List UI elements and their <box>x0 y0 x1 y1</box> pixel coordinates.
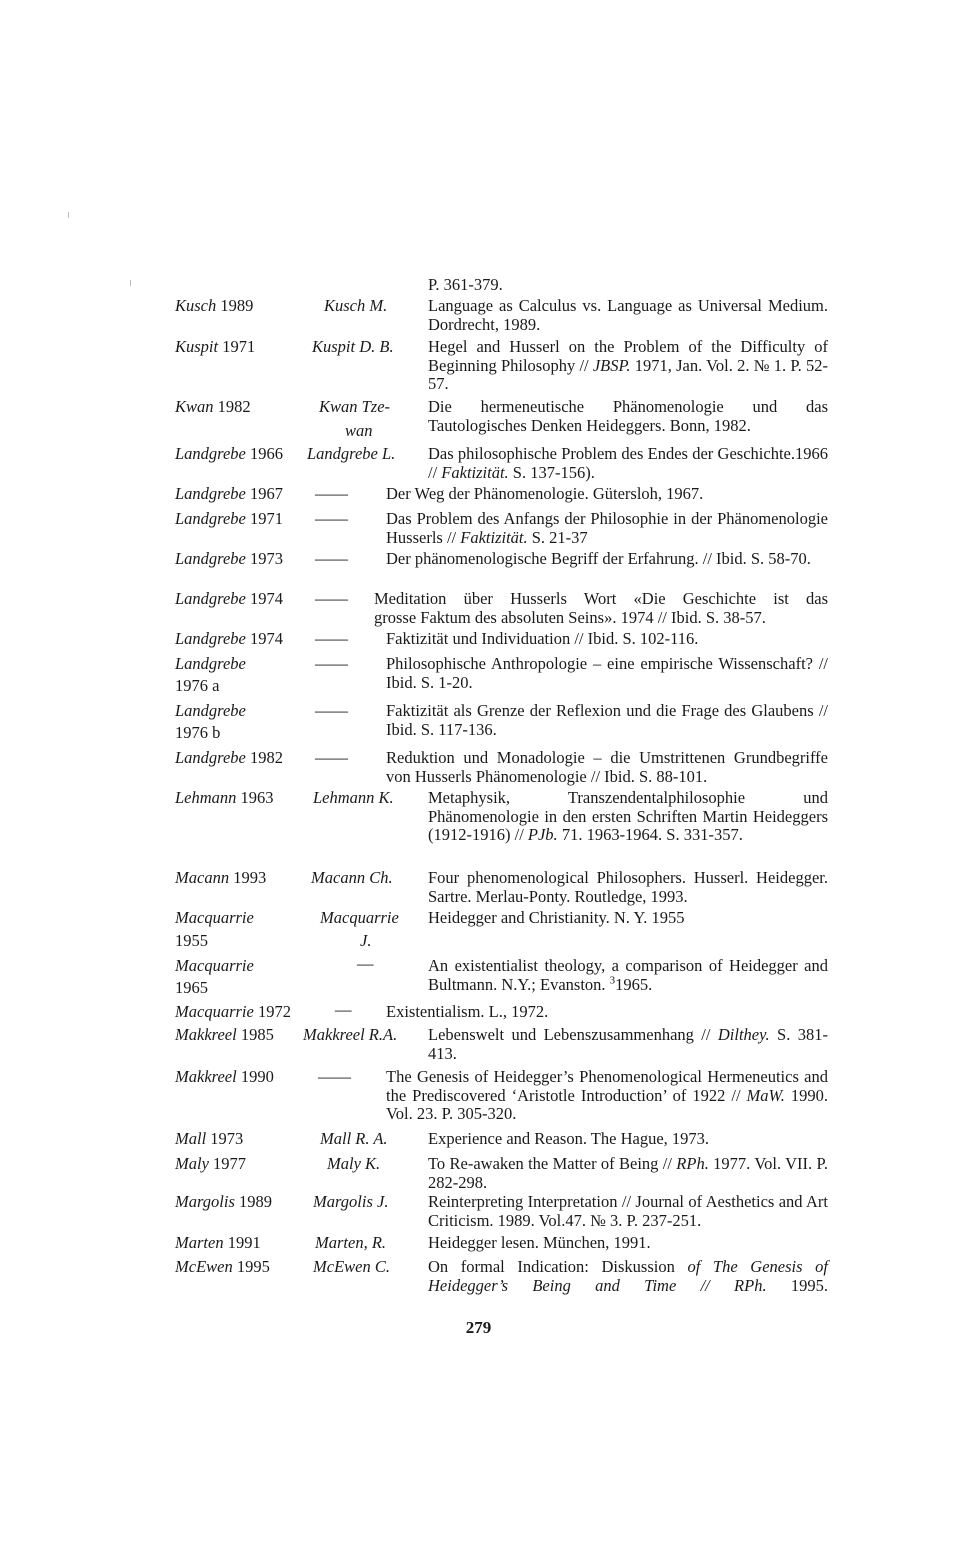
entry-text-cont: grosse Faktum des absoluten Seins». 1974 // Ibid. S. 38-57. <box>374 608 766 627</box>
ditto-dash: — <box>335 1000 352 1019</box>
entry-author: Macann Ch. <box>311 868 393 887</box>
entry-key: Kuspit 1971 <box>175 337 256 356</box>
entry-text: Existentialism. L., 1972. <box>386 1002 549 1021</box>
entry-text: Lebenswelt und Lebenszusammenhang // Dilthey. S. 381-413. <box>428 1025 828 1063</box>
ditto-dash: — <box>357 954 374 973</box>
entry-text: Four phenomenological Philosophers. Husserl. Heidegger. Sartre. Merlau-Ponty. Routledge, 1993. <box>428 868 828 906</box>
entry-text: Faktizität als Grenze der Reflexion und die Frage des Glaubens // Ibid. S. 117-136. <box>386 701 828 739</box>
ditto-dash: —— <box>315 549 348 568</box>
entry-key: Marten 1991 <box>175 1233 261 1252</box>
entry-key: Maly 1977 <box>175 1154 247 1173</box>
entry-key: Landgrebe 1966 <box>175 444 284 463</box>
entry-key: Macann 1993 <box>175 868 267 887</box>
entry-key: Landgrebe <box>175 701 246 720</box>
entry-key: Makkreel 1990 <box>175 1067 274 1086</box>
entry-author: Lehmann K. <box>313 788 394 807</box>
entry-author: Kusch M. <box>324 296 388 315</box>
scan-mark <box>130 280 131 286</box>
entry-text: Experience and Reason. The Hague, 1973. <box>428 1129 710 1148</box>
entry-key: Landgrebe <box>175 654 246 673</box>
ditto-dash: —— <box>318 1067 351 1086</box>
entry-author: Kuspit D. B. <box>312 337 394 356</box>
continuation-line: P. 361-379. <box>428 275 503 294</box>
entry-key: Lehmann 1963 <box>175 788 274 807</box>
entry-author: Marten, R. <box>315 1233 387 1252</box>
entry-key: Landgrebe 1967 <box>175 484 284 503</box>
entry-key: Landgrebe 1974 <box>175 589 284 608</box>
ditto-dash: —— <box>315 484 348 503</box>
page-number: 279 <box>465 1318 492 1337</box>
entry-key-year: 1976 b <box>175 723 221 742</box>
entry-text: Die hermeneutische Phänomenologie und das Tautologisches Denken Heideggers. Bonn, 1982. <box>428 397 828 435</box>
entry-key: Landgrebe 1974 <box>175 629 284 648</box>
entry-text: Language as Calculus vs. Language as Universal Medium. Dordrecht, 1989. <box>428 296 828 334</box>
ditto-dash: —— <box>315 701 348 720</box>
entry-text: Das philosophische Problem des Endes der Geschichte.1966 // Faktizität. S. 137-156). <box>428 444 828 482</box>
entry-key-year: 1955 <box>175 931 208 950</box>
entry-key: McEwen 1995 <box>175 1257 270 1276</box>
entry-text: An existentialist theology, a comparison of Heidegger and Bultmann. N.Y.; Evanston. $^3$1965. <box>428 956 828 994</box>
entry-author: Maly K. <box>327 1154 381 1173</box>
entry-author: Kwan Tze- <box>319 397 391 416</box>
entry-author: Landgrebe L. <box>307 444 396 463</box>
entry-author: Makkreel R.A. <box>303 1025 398 1044</box>
entry-text: On formal Indication: Diskussion of The Genesis of Heidegger’s Being and Time // RPh. 1995. <box>428 1257 829 1295</box>
entry-key: Macquarrie 1972 <box>175 1002 291 1021</box>
entry-key: Kwan 1982 <box>175 397 251 416</box>
entry-author: Margolis J. <box>313 1192 389 1211</box>
ditto-dash: —— <box>315 654 348 673</box>
entry-text: Hegel and Husserl on the Problem of the Difficulty of Beginning Philosophy // JBSP. 1971, Jan. Vol. 2. № 1. P. 52-57. <box>428 337 829 393</box>
entry-author: Mall R. A. <box>320 1129 388 1148</box>
ditto-dash: —— <box>315 748 348 767</box>
entry-text: Der phänomenologische Begriff der Erfahrung. // Ibid. S. 58-70. <box>386 549 811 568</box>
entry-key: Kusch 1989 <box>175 296 254 315</box>
entry-key: Macquarrie <box>175 908 254 927</box>
entry-text: Reduktion und Monadologie – die Umstrittenen Grundbegriffe von Husserls Phänomenologie // Ibid. S. 88-101. <box>386 748 828 786</box>
entry-key-year: 1976 a <box>175 676 220 695</box>
entry-key: Landgrebe 1971 <box>175 509 284 528</box>
entry-text: Meditation über Husserls Wort «Die Geschichte ist das <box>374 589 828 608</box>
entry-text: Philosophische Anthropologie – eine empirische Wissenschaft? // Ibid. S. 1-20. <box>386 654 828 692</box>
entry-author-cont: J. <box>360 931 372 950</box>
entry-text: Metaphysik, Transzendentalphilosophie und Phänomenologie in den ersten Schriften Martin Heideggers (1912-1916) // PJb. 71. 1963-1964. S. 331-357. <box>428 788 828 844</box>
entry-author: McEwen C. <box>313 1257 390 1276</box>
entry-text: Faktizität und Individuation // Ibid. S. 102-116. <box>386 629 699 648</box>
ditto-dash: —— <box>315 509 348 528</box>
entry-key: Mall 1973 <box>175 1129 244 1148</box>
entry-key: Macquarrie <box>175 956 254 975</box>
entry-author: Macquarrie <box>320 908 399 927</box>
entry-text: The Genesis of Heidegger’s Phenomenological Hermeneutics and the Prediscovered ‘Aristotle Introduction’ of 1922 // MaW. 1990. Vol. 23. P. 305-320. <box>386 1067 829 1123</box>
entry-text: Reinterpreting Interpretation // Journal of Aesthetics and Art Criticism. 1989. Vol.47. № 3. P. 237-251. <box>428 1192 828 1230</box>
entry-text: Das Problem des Anfangs der Philosophie in der Phänomenologie Husserls // Faktizität. S. 21-37 <box>386 509 828 547</box>
entry-key: Makkreel 1985 <box>175 1025 274 1044</box>
entry-key: Landgrebe 1982 <box>175 748 284 767</box>
entry-text: Der Weg der Phänomenologie. Gütersloh, 1967. <box>386 484 704 503</box>
edition-superscript: 3 <box>609 974 616 986</box>
ditto-dash: —— <box>315 589 348 608</box>
entry-key: Landgrebe 1973 <box>175 549 284 568</box>
entry-key: Margolis 1989 <box>175 1192 273 1211</box>
entry-author-cont: wan <box>345 421 373 440</box>
entry-key-year: 1965 <box>175 978 208 997</box>
entry-text: To Re-awaken the Matter of Being // RPh. 1977. Vol. VII. P. 282-298. <box>428 1154 828 1192</box>
scan-mark <box>68 212 69 218</box>
entry-text: Heidegger and Christianity. N. Y. 1955 <box>428 908 685 927</box>
entry-text: Heidegger lesen. München, 1991. <box>428 1233 651 1252</box>
ditto-dash: —— <box>315 629 348 648</box>
